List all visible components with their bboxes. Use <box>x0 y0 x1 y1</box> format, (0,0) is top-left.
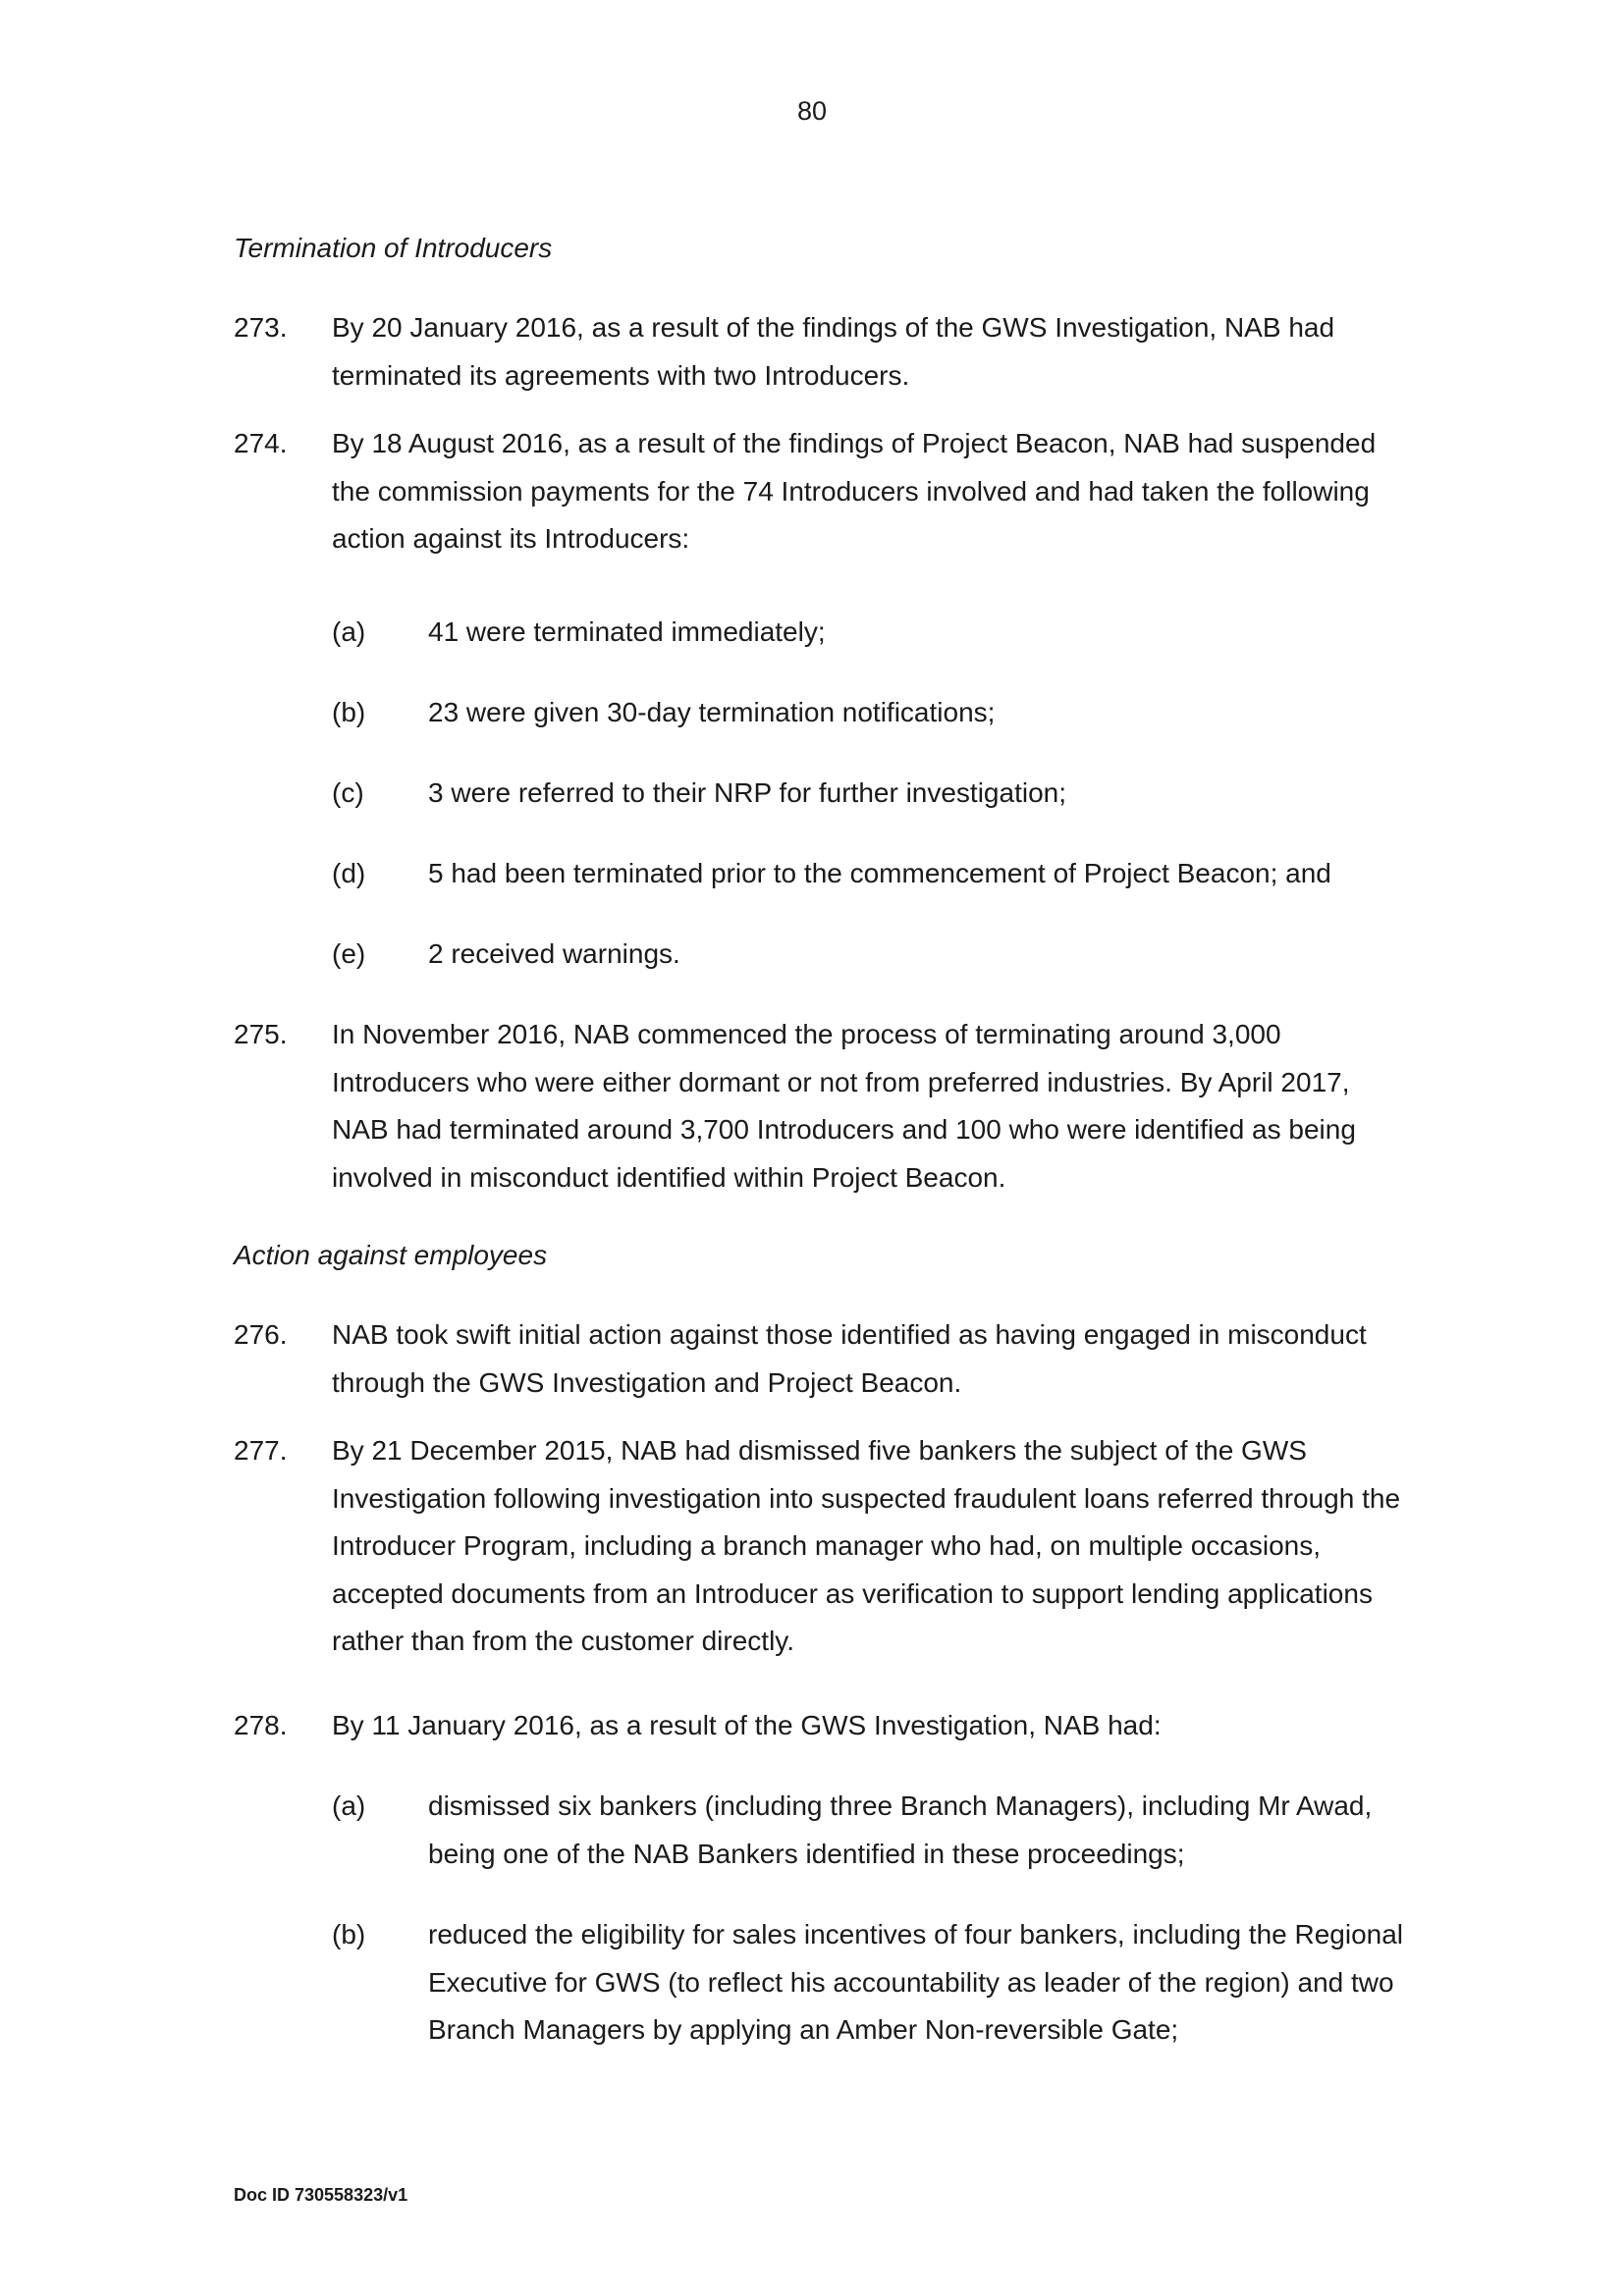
paragraph-number: 277. <box>234 1435 288 1466</box>
paragraph-number: 278. <box>234 1710 288 1740</box>
paragraph-text: By 11 January 2016, as a result of the GWS Investigation, NAB had: <box>332 1710 1162 1740</box>
document-id-footer: Doc ID 730558323/v1 <box>234 2185 408 2205</box>
item-label: (b) <box>332 1919 366 1949</box>
paragraph-number: 276. <box>234 1319 288 1350</box>
item-text: 23 were given 30-day termination notifications; <box>428 697 996 727</box>
paragraph-text: NAB took swift initial action against those identified as having engaged in misconduct through the GWS Investigation and Project Beacon. <box>332 1319 1367 1398</box>
section-heading-termination-of-introducers: Termination of Introducers <box>234 233 553 263</box>
paragraph-text: By 21 December 2015, NAB had dismissed five bankers the subject of the GWS Investigation following investigation into suspected fraudulent loans referred through the Introducer Program, including a branch manager who had, on multiple occasions, accepted documents from an Introducer as verification to support lending applications rather than from the customer directly. <box>332 1435 1401 1656</box>
item-text: 41 were terminated immediately; <box>428 616 826 647</box>
paragraph-number: 274. <box>234 428 288 458</box>
item-text: 3 were referred to their NRP for further investigation; <box>428 777 1067 808</box>
item-label: (c) <box>332 777 364 808</box>
paragraph-number: 275. <box>234 1019 288 1049</box>
page-number: 80 <box>796 96 828 126</box>
item-label: (d) <box>332 858 366 888</box>
paragraph-text: In November 2016, NAB commenced the process of terminating around 3,000 Introducers who were either dormant or not from preferred industries. By April 2017, NAB had terminated around 3,700 Introducers and 100 who were identified as being involved in misconduct identified within Project Beacon. <box>332 1019 1356 1193</box>
item-text: 2 received warnings. <box>428 938 680 969</box>
item-label: (a) <box>332 1790 366 1821</box>
item-text: dismissed six bankers (including three Branch Managers), including Mr Awad, being one of the NAB Bankers identified in these proceedings; <box>428 1790 1373 1869</box>
paragraph-text: By 18 August 2016, as a result of the findings of Project Beacon, NAB had suspended the commission payments for the 74 Introducers involved and had taken the following action against its Introducers: <box>332 428 1377 554</box>
paragraph-text: By 20 January 2016, as a result of the findings of the GWS Investigation, NAB had terminated its agreements with two Introducers. <box>332 312 1335 391</box>
paragraph-number: 273. <box>234 312 288 343</box>
item-label: (a) <box>332 616 366 647</box>
item-label: (e) <box>332 938 366 969</box>
item-label: (b) <box>332 697 366 727</box>
section-heading-action-against-employees: Action against employees <box>234 1240 548 1270</box>
item-text: reduced the eligibility for sales incentives of four bankers, including the Regional Executive for GWS (to reflect his accountability as leader of the region) and two Branch Managers by applying an Amber Non-reversible Gate; <box>428 1919 1404 2045</box>
item-text: 5 had been terminated prior to the commencement of Project Beacon; and <box>428 858 1331 888</box>
